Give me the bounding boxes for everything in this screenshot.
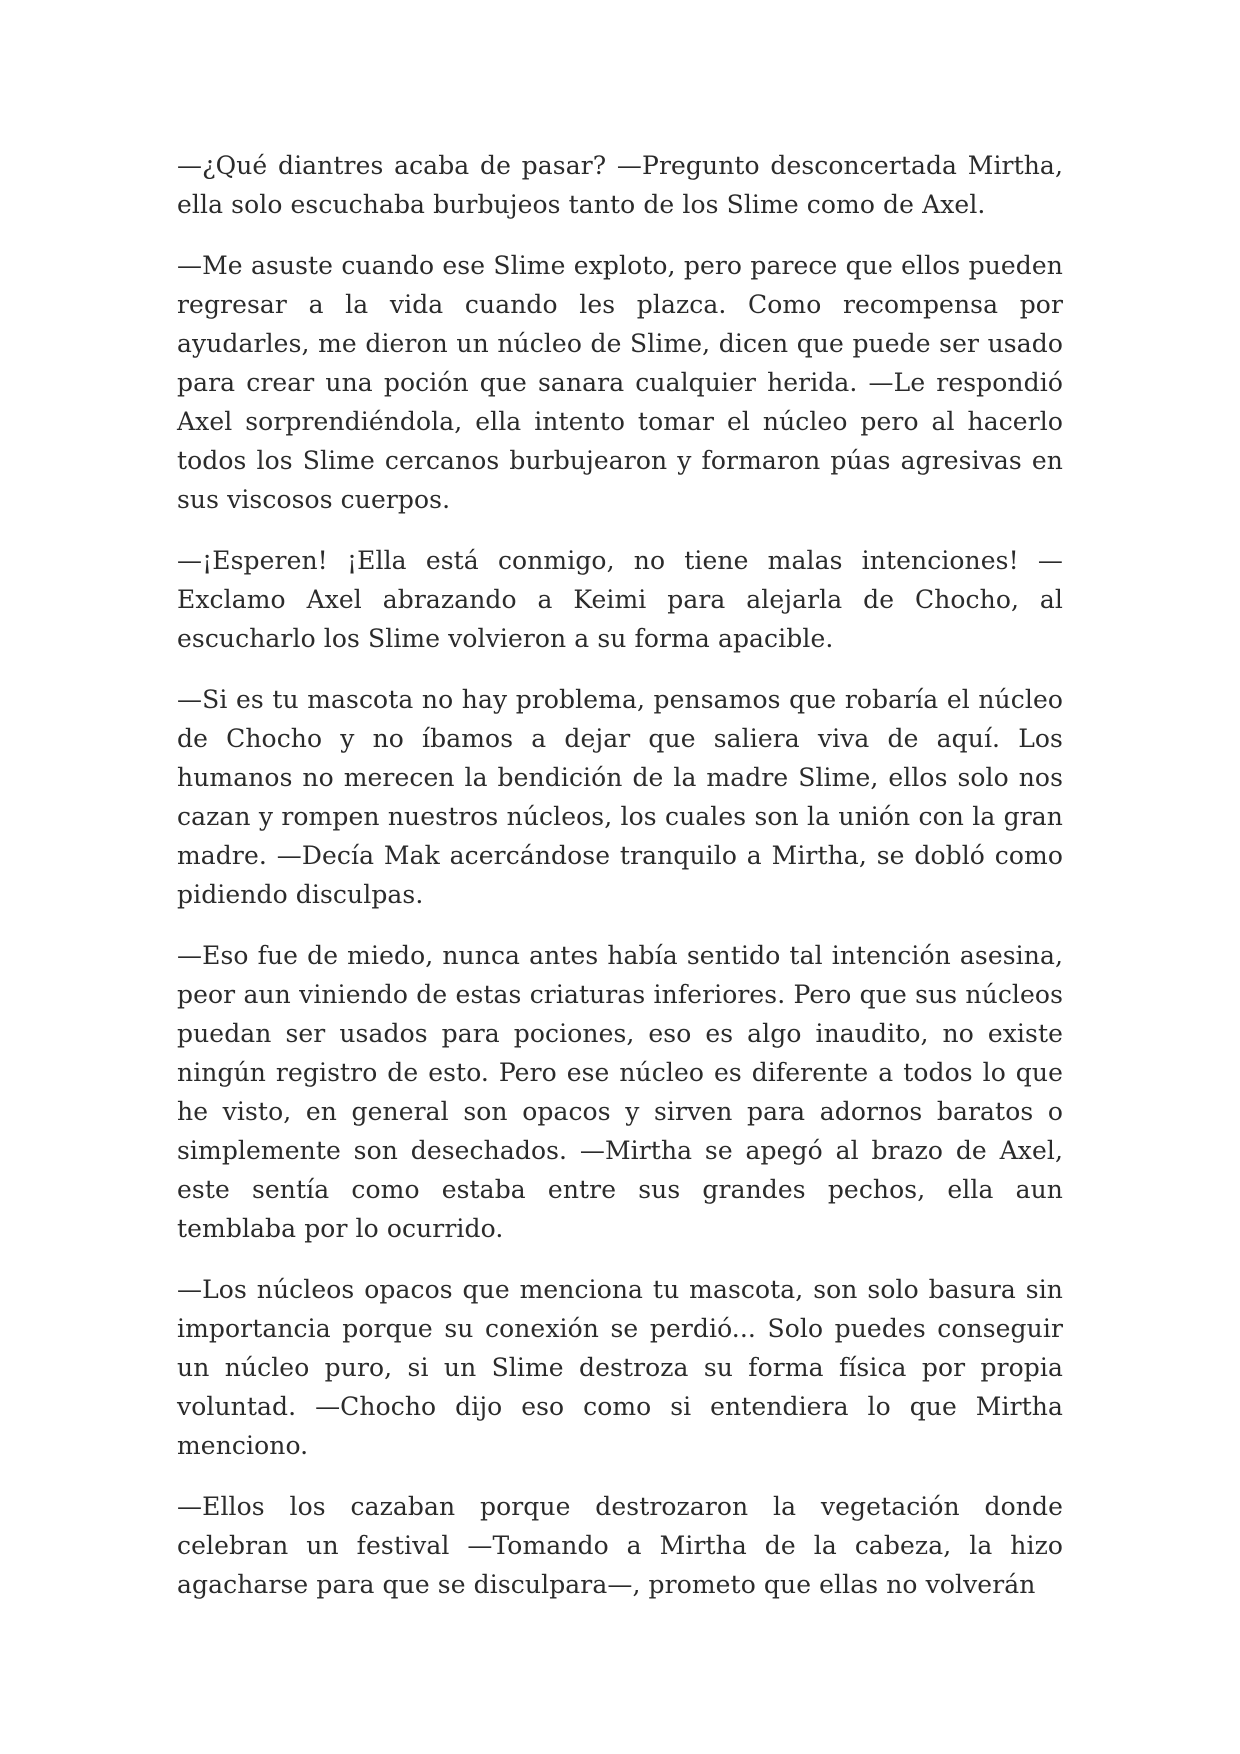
- paragraph: —Si es tu mascota no hay problema, pensamos que robaría el núcleo de Chocho y no íbamos a dejar que saliera viva de aquí. Los humanos no merecen la bendición de la madre Slime, ellos solo nos cazan y rompen nuestros núcleos, los cuales son la unión con la gran madre. —Decía Mak acercándose tranquilo a Mirtha, se dobló como pidiendo disculpas.: [177, 685, 1063, 909]
- paragraph: —¿Qué diantres acaba de pasar? —Pregunto desconcertada Mirtha, ella solo escuchaba burbujeos tanto de los Slime como de Axel.: [177, 151, 1063, 219]
- paragraph: —Eso fue de miedo, nunca antes había sentido tal intención asesina, peor aun viniendo de estas criaturas inferiores. Pero que sus núcleos puedan ser usados para pociones, eso es algo inaudito, no existe ningún registro de esto. Pero ese núcleo es diferente a todos lo que he visto, en general son opacos y sirven para adornos baratos o simplemente son desechados. —Mirtha se apegó al brazo de Axel, este sentía como estaba entre sus grandes pechos, ella aun temblaba por lo ocurrido.: [177, 941, 1063, 1243]
- paragraph: —Los núcleos opacos que menciona tu mascota, son solo basura sin importancia porque su conexión se perdió... Solo puedes conseguir un núcleo puro, si un Slime destroza su forma física por propia voluntad. —Chocho dijo eso como si entendiera lo que Mirtha menciono.: [177, 1275, 1063, 1460]
- paragraph: —Me asuste cuando ese Slime exploto, pero parece que ellos pueden regresar a la vida cuando les plazca. Como recompensa por ayudarles, me dieron un núcleo de Slime, dicen que puede ser usado para crear una poción que sanara cualquier herida. —Le respondió Axel sorprendiéndola, ella intento tomar el núcleo pero al hacerlo todos los Slime cercanos burbujearon y formaron púas agresivas en sus viscosos cuerpos.: [177, 251, 1063, 514]
- paragraph: —Ellos los cazaban porque destrozaron la vegetación donde celebran un festival —Tomando a Mirtha de la cabeza, la hizo agacharse para que se disculpara—, prometo que ellas no volverán: [177, 1492, 1063, 1599]
- body-text: [177, 146, 1063, 1626]
- paragraph: —¡Esperen! ¡Ella está conmigo, no tiene malas intenciones! —Exclamo Axel abrazando a Keimi para alejarla de Chocho, al escucharlo los Slime volvieron a su forma apacible.: [177, 546, 1063, 653]
